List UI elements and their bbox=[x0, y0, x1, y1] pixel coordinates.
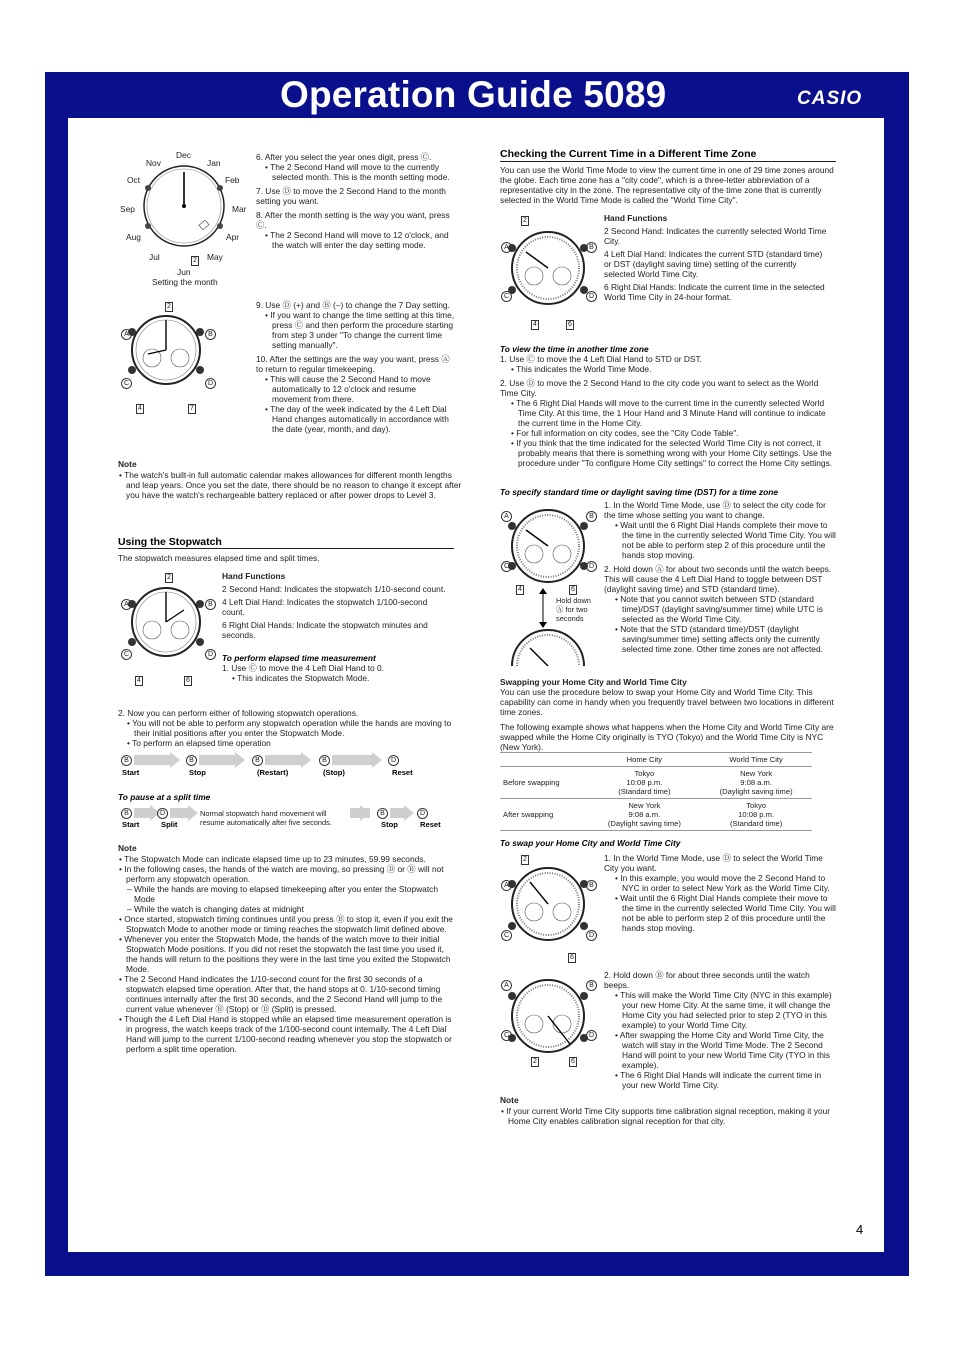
note2-list: • The Stopwatch Mode can indicate elapsed time up to 23 minutes, 59.99 seconds. • In the following cases, the hands of the watch are moving, so pressing Ⓓ or Ⓑ will not perform any stopwatch operation. – While the hands are moving to elapsed timekeeping after you enter the Stopwatch Mode – While the watch is changing dates at midnight • Once started, stopwatch timing continues until you press Ⓑ to stop it, even if you exit the Stopwatch Mode to another mode or timing reaches the stopwatch limit defined above. • Whenever you enter the Stopwatch Mode, the hands of the watch move to their initial Stopwatch Mode positions. If you did not reset the stopwatch the last time you used it, the hands will return to the positions they were in the last time you exited the Stopwatch Mode. • The 2 Second Hand indicates the 1/10-second count for the first 30 seconds of a stopwatch elapsed time operation. After that, the hand stops at 0. 1/10-second timing continues internally after the first 30 seconds, and the 2 Second Hand will jump to the current value whenever Ⓑ (Stop) or Ⓓ (Split) is pressed. • Though the 4 Left Dial Hand is stopped while an elapsed time measurement operation is in progress, the watch keeps track of the 1/100-second count internally. The 4 Left Dial Hand will jump to the current 1/100-second reading whenever you stop the stopwatch or perform a split time operation. bbox=[119, 854, 453, 1054]
month-feb: Feb bbox=[225, 175, 240, 185]
button-c-label: C bbox=[501, 561, 512, 572]
button-b-label: B bbox=[377, 808, 388, 819]
label-6: 6 bbox=[186, 677, 190, 684]
label-2: 2 bbox=[523, 856, 527, 863]
table-cell: After swapping bbox=[500, 799, 589, 831]
flow-arrow bbox=[170, 808, 188, 818]
split-split: Split bbox=[161, 820, 178, 829]
flow-arrowhead bbox=[188, 805, 198, 821]
button-a-label: A bbox=[501, 511, 512, 522]
button-c-label: C bbox=[501, 291, 512, 302]
split-reset: Reset bbox=[420, 820, 441, 829]
hold-label: Hold down Ⓐ for two seconds bbox=[556, 596, 591, 623]
button-a-label: A bbox=[121, 329, 132, 340]
flow-arrowhead bbox=[372, 752, 382, 768]
month-jul: Jul bbox=[149, 252, 160, 262]
button-b-label: B bbox=[205, 329, 216, 340]
button-b-label: B bbox=[205, 599, 216, 610]
label-4: 4 bbox=[533, 321, 537, 328]
flow-arrowhead bbox=[301, 752, 311, 768]
casio-logo: CASIO bbox=[797, 88, 863, 109]
month-apr: Apr bbox=[226, 232, 240, 242]
note2-title: Note bbox=[118, 843, 137, 853]
table-cell: New York 9:08 a.m. (Daylight saving time) bbox=[589, 799, 701, 831]
view-steps: 1. Use Ⓒ to move the 4 Left Dial Hand to STD or DST. • This indicates the World Time Mode. 2. Use Ⓓ to move the 2 Second Hand to the city code you want to select as the World Time City. • The 6 Right Dial Hands will move to the current time in the currently selected World Time City. At this time, the 1 Hour Hand and 3 Minute Hand will continue to indicate the current time in the Home City. • For full information on city codes, see the "City Code Table". • If you think that the time indicated for the selected World Time City is not correct, it probably means that there is something wrong with your Home City settings. Use the procedure under "To configure Home City settings" to correct the Home City settings. bbox=[500, 354, 833, 468]
button-d-label: D bbox=[205, 378, 216, 389]
hand-number: 2 bbox=[193, 257, 197, 264]
stopwatch-heading: Using the Stopwatch bbox=[118, 536, 222, 548]
label-2: 2 bbox=[167, 574, 171, 581]
button-b-label: B bbox=[121, 808, 132, 819]
button-d-label: D bbox=[205, 649, 216, 660]
table-header: Home City bbox=[589, 753, 701, 767]
note1-text: • The watch's built-in full automatic calendar makes allowances for different month lengths and leap years. Once you set the date, there should be no reason to change it except after you have the watch's rechargeable battery replaced or after power drops to Level 3. bbox=[119, 470, 462, 500]
flow-arrow bbox=[199, 755, 235, 765]
month-dial-caption: Setting the month bbox=[152, 277, 218, 287]
split-stop: Stop bbox=[381, 820, 398, 829]
table-cell: Tokyo 10:08 p.m. (Standard time) bbox=[589, 767, 701, 799]
elapsed-title: To perform elapsed time measurement bbox=[222, 653, 376, 663]
table-row bbox=[500, 767, 812, 799]
label-4: 4 bbox=[138, 405, 142, 412]
hand-functions-list: 2 Second Hand: Indicates the currently selected World Time City. 4 Left Dial Hand: Indicates the current STD (standard time) or DST (daylight saving time) setting of the currently selected World Time City. 6 Right Dial Hands: Indicate the current time in the selected World Time City in 24-hour format. bbox=[604, 226, 827, 302]
stopwatch-intro: The stopwatch measures elapsed time and split times. bbox=[118, 553, 320, 563]
label-6: 6 bbox=[570, 954, 574, 961]
swap-title: To swap your Home City and World Time City bbox=[500, 838, 681, 848]
month-jan: Jan bbox=[207, 158, 221, 168]
divider bbox=[500, 161, 836, 162]
button-c-label: C bbox=[121, 649, 132, 660]
split-title: To pause at a split time bbox=[118, 792, 211, 802]
elapsed-steps: 1. Use Ⓒ to move the 4 Left Dial Hand to 0. • This indicates the Stopwatch Mode. bbox=[222, 663, 384, 683]
flow-stop2: (Stop) bbox=[323, 768, 345, 777]
button-b-label: B bbox=[586, 242, 597, 253]
swap-steps-2: 2. Hold down Ⓑ for about three seconds until the watch beeps. • This will make the World Time City (NYC in this example) your new Home City. At the same time, it will change the Home City you had selected prior to step 2 (TYO in this example) to your World Time City. • After swapping the Home City and World Time City, the watch will stay in the World Time Mode. The 2 Second Hand will point to your new World Time City (TYO in this example). • The 6 Right Dial Hands will indicate the current time in your new World Time City. bbox=[604, 970, 832, 1090]
flow-arrowhead bbox=[360, 805, 370, 821]
button-d-label: D bbox=[157, 808, 168, 819]
label-6: 6 bbox=[571, 586, 575, 593]
button-c-label: C bbox=[501, 1030, 512, 1041]
world-time-intro: You can use the World Time Mode to view the current time in one of 29 time zones around the globe. Each time zone has a "city code", which is a three-letter abbreviation of a representative city in the zone. The representative city of the time zone that is currently selected in the World Time Mode is called the "World Time City". bbox=[500, 165, 834, 205]
flow-arrow bbox=[134, 755, 170, 765]
dst-title: To specify standard time or daylight saving time (DST) for a time zone bbox=[500, 487, 778, 497]
table-header: World Time City bbox=[700, 753, 812, 767]
watch-figure-dst-after bbox=[500, 626, 600, 666]
button-d-label: D bbox=[586, 930, 597, 941]
swap-heading: Swapping your Home City and World Time City bbox=[500, 677, 687, 687]
hand-functions-title: Hand Functions bbox=[222, 571, 286, 581]
page-title: Operation Guide 5089 bbox=[280, 74, 667, 115]
table-header bbox=[500, 753, 589, 767]
label-4: 4 bbox=[137, 677, 141, 684]
label-4: 4 bbox=[518, 586, 522, 593]
label-2: 2 bbox=[533, 1058, 537, 1065]
button-d-label: D bbox=[586, 291, 597, 302]
label-2: 2 bbox=[523, 217, 527, 224]
month-mar: Mar bbox=[232, 204, 247, 214]
hand-functions-title: Hand Functions bbox=[604, 213, 668, 223]
flow-arrow bbox=[134, 808, 150, 818]
month-oct: Oct bbox=[127, 175, 141, 185]
note-title: Note bbox=[500, 1095, 519, 1105]
note-text: • If your current World Time City supports time calibration signal reception, making it your Home City enables calibration signal reception for that city. bbox=[501, 1106, 831, 1126]
split-note: Normal stopwatch hand movement will resume automatically after five seconds. bbox=[200, 809, 332, 827]
hand-functions-list: 2 Second Hand: Indicates the stopwatch 1/10-second count. 4 Left Dial Hand: Indicates the stopwatch 1/100-second count. 6 Right Dial Hands: Indicate the stopwatch minutes and seconds. bbox=[222, 584, 446, 640]
button-c-label: C bbox=[501, 930, 512, 941]
table-header-row bbox=[500, 753, 812, 767]
view-title: To view the time in another time zone bbox=[500, 344, 649, 354]
steps-a: 6. After you select the year ones digit, press Ⓒ. • The 2 Second Hand will move to the currently selected month. This is the month setting mode. 7. Use Ⓓ to move the 2 Second Hand to the month setting you want. 8. After the month setting is the way you want, press Ⓒ. • The 2 Second Hand will move to 12 o'clock, and the watch will enter the day setting mode. bbox=[256, 152, 450, 250]
watch-figure-world-time bbox=[500, 212, 600, 330]
label-6: 6 bbox=[571, 1058, 575, 1065]
table-cell: Tokyo 10:08 p.m. (Standard time) bbox=[700, 799, 812, 831]
button-d-label: D bbox=[417, 808, 428, 819]
watch-figure-swap-1 bbox=[500, 852, 600, 962]
swap-table bbox=[500, 752, 812, 831]
month-jun: Jun bbox=[177, 267, 191, 277]
watch-figure-stopwatch bbox=[118, 570, 218, 685]
button-c-label: C bbox=[121, 378, 132, 389]
note1-title: Note bbox=[118, 459, 137, 469]
flow-start: Start bbox=[122, 768, 140, 777]
watch-figure-day bbox=[118, 298, 218, 413]
button-b-label: B bbox=[252, 755, 263, 766]
button-a-label: A bbox=[501, 242, 512, 253]
button-b-label: B bbox=[319, 755, 330, 766]
swap-intro: You can use the procedure below to swap your Home City and World Time City. This capability can come in handy when you frequently travel between two locations in different time zones. bbox=[500, 687, 834, 717]
step2: 2. Now you can perform either of following stopwatch operations. • You will not be able to perform any stopwatch operation while the hands are moving to their initial positions after you enter the Stopwatch Mode. • To perform an elapsed time operation bbox=[118, 708, 452, 748]
button-b-label: B bbox=[586, 980, 597, 991]
swap-example: The following example shows what happens when the Home City and World Time City are swapped while the Home City originally is TYO (Tokyo) and the World Time City is NYC (New York). bbox=[500, 722, 834, 752]
button-a-label: A bbox=[501, 880, 512, 891]
month-sep: Sep bbox=[120, 204, 135, 214]
split-start: Start bbox=[122, 820, 140, 829]
flow-arrowhead bbox=[235, 752, 245, 768]
dst-steps: 1. In the World Time Mode, use Ⓓ to select the city code for the time whose setting you want to change. • Wait until the 6 Right Dial Hands complete their move to the time in the currently selected World Time City. You will not be able to perform step 2 of this procedure until the hands stop moving. 2. Hold down Ⓐ for about two seconds until the watch beeps. This will cause the 4 Left Dial Hand to toggle between DST (daylight saving time) and STD (standard time). • Note that you cannot switch between STD (standard time)/DST (daylight saving/summer time) while UTC is selected as the World Time City. • Note that the STD (standard time)/DST (daylight saving/summer time) setting affects only the currently selected time zone. Other time zones are not affected. bbox=[604, 500, 836, 654]
double-arrow-icon bbox=[536, 588, 550, 628]
month-nov: Nov bbox=[146, 158, 161, 168]
button-b-label: B bbox=[586, 880, 597, 891]
flow-restart: (Restart) bbox=[257, 768, 289, 777]
swap-steps-1: 1. In the World Time Mode, use Ⓓ to select the World Time City you want. • In this example, you would move the 2 Second Hand to NYC in order to select New York as the World Time City. • Wait until the 6 Right Dial Hands complete their move to the time in the currently selected World Time City. You will not be able to perform step 2 of this procedure until the hands stop moving. bbox=[604, 853, 836, 933]
button-b-label: B bbox=[121, 755, 132, 766]
button-b-label: B bbox=[586, 511, 597, 522]
divider bbox=[118, 548, 454, 549]
flow-arrowhead bbox=[170, 752, 180, 768]
label-7: 7 bbox=[190, 405, 194, 412]
table-row bbox=[500, 799, 812, 831]
steps-b: 9. Use Ⓓ (+) and Ⓑ (–) to change the 7 Day setting. • If you want to change the time setting at this time, press Ⓒ and then perform the procedure starting from step 3 under "To change the current time setting manually". 10. After the settings are the way you want, press Ⓐ to return to regular timekeeping. • This will cause the 2 Second Hand to move automatically to 12 o'clock and resume movement from there. • The day of the week indicated by the 4 Left Dial Hand changes automatically in accordance with the date (year, month, and day). bbox=[256, 300, 455, 434]
button-d-label: D bbox=[586, 561, 597, 572]
table-cell: Before swapping bbox=[500, 767, 589, 799]
button-d-label: D bbox=[586, 1030, 597, 1041]
label-6: 6 bbox=[568, 321, 572, 328]
button-a-label: A bbox=[501, 980, 512, 991]
month-dec: Dec bbox=[176, 150, 191, 160]
button-a-label: A bbox=[121, 599, 132, 610]
flow-reset: Reset bbox=[392, 768, 413, 777]
page-number: 4 bbox=[856, 1222, 864, 1237]
label-2: 2 bbox=[167, 303, 171, 310]
flow-stop: Stop bbox=[189, 768, 206, 777]
flow-arrow bbox=[332, 755, 372, 765]
month-aug: Aug bbox=[126, 232, 141, 242]
flow-arrowhead bbox=[404, 805, 414, 821]
flow-arrow bbox=[265, 755, 301, 765]
table-cell: New York 9:08 a.m. (Daylight saving time) bbox=[700, 767, 812, 799]
month-may: May bbox=[207, 252, 223, 262]
button-d-label: D bbox=[388, 755, 399, 766]
button-b-label: B bbox=[186, 755, 197, 766]
world-time-heading: Checking the Current Time in a Different Time Zone bbox=[500, 148, 757, 160]
